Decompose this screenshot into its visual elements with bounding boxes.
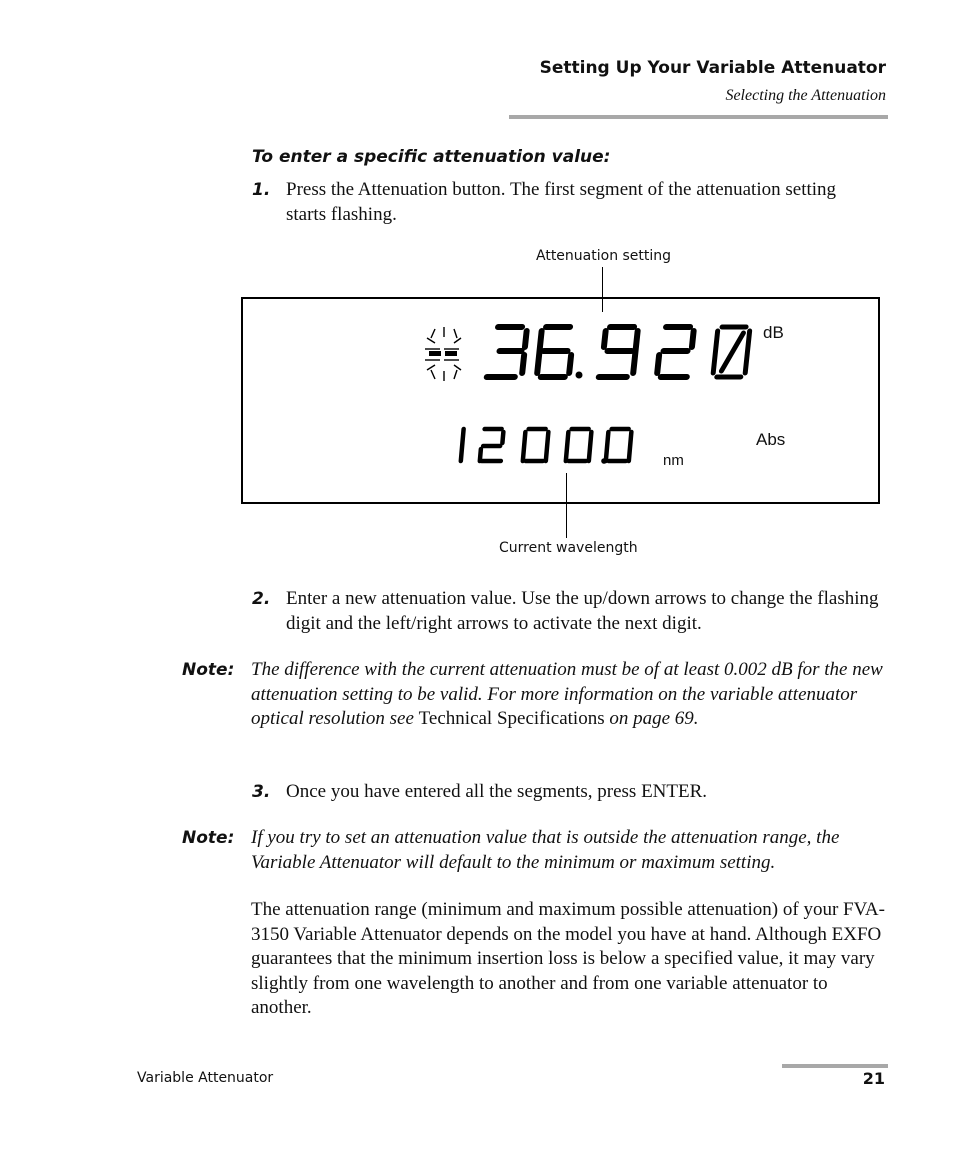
note-1-text: The difference with the current attenuation must be of at least 0.002 dB for the new attenuation setting to be valid. For more information on the variable attenuator optical resolution see Technical Specifications on page 69. xyxy=(251,659,883,729)
note-2-text: If you try to set an attenuation value that is outside the attenuation range, the Variable Attenuator will default to the minimum or maximum setting. xyxy=(251,827,840,873)
attenuation-digits xyxy=(487,327,750,377)
callout-attenuation-setting: Attenuation setting xyxy=(536,248,672,264)
note-2-label: Note: xyxy=(182,828,235,848)
digit-1 xyxy=(461,429,464,461)
mode-indicator: Abs xyxy=(756,430,786,449)
digit-9 xyxy=(599,327,638,377)
chapter-title: Setting Up Your Variable Attenuator xyxy=(539,58,886,78)
digit-6 xyxy=(537,327,574,377)
decimal-point xyxy=(576,372,583,379)
step-3-number: 3. xyxy=(252,782,271,802)
section-title: Selecting the Attenuation xyxy=(725,87,886,104)
callout-current-wavelength: Current wavelength xyxy=(499,540,638,556)
flashing-dash xyxy=(429,351,457,356)
attenuation-unit: dB xyxy=(763,323,784,342)
callout-leader-bottom xyxy=(566,473,567,538)
step-2-text: Enter a new attenuation value. Use the up/down arrows to change the flashing digit and the left/right arrows to activate the next digit. xyxy=(286,588,879,634)
page-number: 21 xyxy=(862,1069,885,1088)
procedure-heading: To enter a specific attenuation value: xyxy=(252,147,611,167)
digit-3 xyxy=(487,327,527,377)
display-panel xyxy=(241,297,880,504)
digit-0 xyxy=(566,429,592,461)
footer-rule xyxy=(782,1064,888,1068)
step-2-number: 2. xyxy=(252,589,271,609)
body-paragraph: The attenuation range (minimum and maximum possible attenuation) of your FVA-3150 Variable Attenuator depends on the model you have at hand. Although EXFO guarantees that the minimum insertion loss is below a specified value, it may vary slightly from one wavelength to another and from one variable attenuator to another. xyxy=(251,899,885,1018)
step-1-text: Press the Attenuation button. The first segment of the attenuation setting starts flashing. xyxy=(286,179,837,225)
digit-2 xyxy=(480,429,504,461)
decimal-point xyxy=(601,458,607,464)
note-1-label: Note: xyxy=(182,660,235,680)
digit-0 xyxy=(606,429,632,461)
wavelength-unit: nm xyxy=(663,452,684,469)
step-3-text: Once you have entered all the segments, press ENTER. xyxy=(286,781,708,802)
digit-0 xyxy=(523,429,549,461)
footer-manual-title: Variable Attenuator xyxy=(137,1070,274,1086)
digit-2 xyxy=(657,327,694,377)
wavelength-digits xyxy=(461,429,632,461)
step-1-number: 1. xyxy=(252,180,271,200)
digit-0 xyxy=(713,327,750,377)
cross-reference-link[interactable]: Technical Specifications xyxy=(418,708,605,729)
header-rule xyxy=(509,115,888,119)
